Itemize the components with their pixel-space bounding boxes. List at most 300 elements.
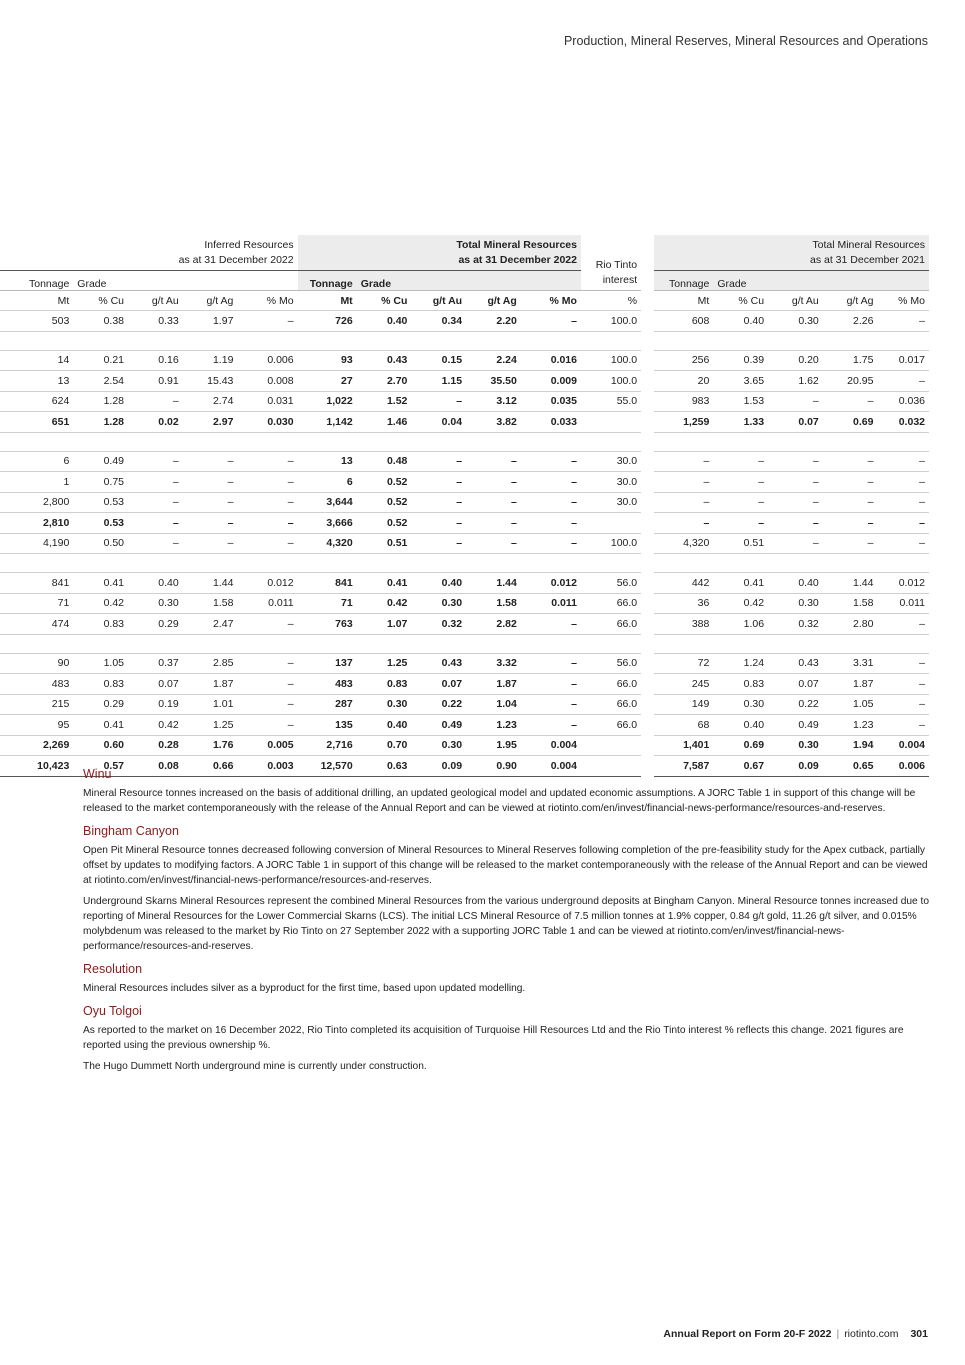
unit-cell: g/t Au [128, 291, 183, 311]
table-cell: 20.95 [823, 371, 878, 392]
table-cell: 0.035 [521, 391, 581, 412]
table-cell: – [768, 533, 823, 554]
table-cell [823, 634, 878, 653]
table-cell: 0.004 [521, 735, 581, 756]
table-row [0, 715, 929, 736]
tonnage-label: Tonnage [298, 271, 357, 291]
table-cell: 3.12 [466, 391, 521, 412]
table-cell: 0.004 [877, 735, 929, 756]
table-cell: 4,190 [0, 533, 73, 554]
unit-cell: g/t Au [768, 291, 823, 311]
table-cell: 0.32 [768, 614, 823, 635]
table-cell: – [411, 391, 466, 412]
table-cell: 1.07 [357, 614, 412, 635]
table-cell: – [823, 492, 878, 513]
table-cell: 20 [654, 371, 713, 392]
note-section [83, 1004, 929, 1074]
table-cell [298, 331, 357, 350]
table-cell: 1,401 [654, 735, 713, 756]
table-cell: 2.82 [466, 614, 521, 635]
table-cell: 0.006 [237, 350, 297, 371]
table-cell: – [237, 451, 297, 472]
table-cell [466, 634, 521, 653]
table-row [0, 371, 929, 392]
table-cell [237, 634, 297, 653]
table-cell: 2.80 [823, 614, 878, 635]
table-cell: 287 [298, 694, 357, 715]
table-cell: 1.62 [768, 371, 823, 392]
table-cell [768, 554, 823, 573]
table-cell: 0.65 [823, 756, 878, 777]
table-cell: 0.42 [73, 593, 128, 614]
table-cell: 71 [298, 593, 357, 614]
table-cell: 0.33 [128, 311, 183, 332]
grade-label: Grade [357, 271, 412, 291]
table-cell: – [877, 311, 929, 332]
table-cell: 2,800 [0, 492, 73, 513]
table-cell: 72 [654, 653, 713, 674]
table-cell [0, 634, 73, 653]
table-cell: 30.0 [581, 472, 641, 493]
table-cell [128, 432, 183, 451]
table-cell: – [521, 715, 581, 736]
table-cell: 0.29 [128, 614, 183, 635]
table-cell: 503 [0, 311, 73, 332]
note-heading: Bingham Canyon [83, 824, 179, 838]
unit-cell: % Mo [237, 291, 297, 311]
table-cell [713, 432, 768, 451]
table-cell: 0.66 [183, 756, 238, 777]
table-cell [411, 554, 466, 573]
table-cell: – [237, 715, 297, 736]
table-cell: – [654, 472, 713, 493]
unit-cell: g/t Ag [823, 291, 878, 311]
table-cell: 95 [0, 715, 73, 736]
table-cell: 0.50 [73, 533, 128, 554]
table-row [0, 350, 929, 371]
table-cell: 0.30 [411, 735, 466, 756]
table-cell: 256 [654, 350, 713, 371]
table-cell: 4,320 [298, 533, 357, 554]
table-cell: – [768, 492, 823, 513]
note-paragraph: Mineral Resources includes silver as a byproduct for the first time, based upon updated modelling. [83, 983, 526, 994]
table-cell [654, 554, 713, 573]
table-cell: 0.012 [237, 573, 297, 594]
table-cell [128, 554, 183, 573]
table-cell: 0.41 [357, 573, 412, 594]
table-cell: 1.87 [183, 674, 238, 695]
table-cell: 0.15 [411, 350, 466, 371]
table-cell: 100.0 [581, 350, 641, 371]
table-cell: 763 [298, 614, 357, 635]
table-cell: 3.31 [823, 653, 878, 674]
table-cell [411, 432, 466, 451]
unit-cell: % Cu [713, 291, 768, 311]
table-cell: 1.94 [823, 735, 878, 756]
table-cell: – [877, 653, 929, 674]
table-cell: 0.09 [411, 756, 466, 777]
table-cell: 0.70 [357, 735, 412, 756]
table-cell: 0.003 [237, 756, 297, 777]
table-cell: 2.97 [183, 412, 238, 433]
unit-cell: % Mo [521, 291, 581, 311]
table-cell: 1,142 [298, 412, 357, 433]
table-cell: 0.011 [237, 593, 297, 614]
table-cell: 100.0 [581, 311, 641, 332]
table-cell: – [183, 451, 238, 472]
table-cell: 0.43 [411, 653, 466, 674]
table-cell [183, 634, 238, 653]
unit-cell: % Cu [73, 291, 128, 311]
table-cell: 0.22 [411, 694, 466, 715]
table-cell: 66.0 [581, 694, 641, 715]
note-section [83, 767, 929, 816]
table-cell: – [128, 391, 183, 412]
table-cell [357, 331, 412, 350]
table-row [0, 694, 929, 715]
unit-cell: % Cu [357, 291, 412, 311]
table-row [0, 674, 929, 695]
table-cell: 13 [298, 451, 357, 472]
note-section [83, 824, 929, 954]
table-cell: 1.44 [183, 573, 238, 594]
table-cell [823, 331, 878, 350]
table-cell: – [521, 311, 581, 332]
table-cell: – [768, 451, 823, 472]
inferred-group-header: Inferred Resources as at 31 December 2022 [178, 239, 294, 266]
table-cell: 1.97 [183, 311, 238, 332]
table-cell: – [128, 472, 183, 493]
table-cell: – [877, 674, 929, 695]
table-cell: 0.016 [521, 350, 581, 371]
table-cell: 68 [654, 715, 713, 736]
table-cell: – [466, 492, 521, 513]
table-cell: 0.83 [73, 674, 128, 695]
table-cell [581, 554, 641, 573]
tonnage-label: Tonnage [654, 271, 713, 291]
table-cell [183, 554, 238, 573]
table-cell: – [128, 533, 183, 554]
table-cell: – [411, 492, 466, 513]
table-cell: 1.24 [713, 653, 768, 674]
table-cell: 0.43 [768, 653, 823, 674]
footer-report-title: Annual Report on Form 20-F 2022 [663, 1328, 832, 1340]
table-cell: 2,716 [298, 735, 357, 756]
table-cell: – [411, 472, 466, 493]
table-cell: – [466, 513, 521, 534]
note-section [83, 962, 929, 996]
table-cell: – [823, 391, 878, 412]
table-cell: 56.0 [581, 653, 641, 674]
table-cell: 0.51 [357, 533, 412, 554]
table-cell: 1.19 [183, 350, 238, 371]
table-cell: – [713, 472, 768, 493]
table-cell: 0.032 [877, 412, 929, 433]
table-cell: 0.41 [73, 573, 128, 594]
table-cell: 1.46 [357, 412, 412, 433]
mineral-resources-table [0, 235, 929, 777]
table-cell: 0.52 [357, 513, 412, 534]
table-cell: – [183, 513, 238, 534]
table-cell: 1.04 [466, 694, 521, 715]
table-cell: 1.44 [823, 573, 878, 594]
table-cell: 2.54 [73, 371, 128, 392]
table-cell: 2.24 [466, 350, 521, 371]
table-cell: 1 [0, 472, 73, 493]
table-cell: – [466, 533, 521, 554]
page-number: 301 [910, 1328, 928, 1340]
table-cell [877, 554, 929, 573]
table-cell: – [877, 451, 929, 472]
table-cell: 1.95 [466, 735, 521, 756]
table-cell: 13 [0, 371, 73, 392]
table-cell: 483 [298, 674, 357, 695]
table-cell [183, 331, 238, 350]
table-cell: 0.41 [73, 715, 128, 736]
table-row [0, 412, 929, 433]
table-cell: 2.74 [183, 391, 238, 412]
table-cell: 0.30 [411, 593, 466, 614]
table-cell: – [877, 715, 929, 736]
table-cell [713, 634, 768, 653]
table-cell: 0.017 [877, 350, 929, 371]
table-cell: 0.011 [521, 593, 581, 614]
table-cell: 0.40 [357, 715, 412, 736]
table-cell: 66.0 [581, 715, 641, 736]
table-cell: – [128, 513, 183, 534]
table-cell: – [654, 513, 713, 534]
table-cell: 6 [298, 472, 357, 493]
table-cell: 1.01 [183, 694, 238, 715]
table-units-row [0, 291, 929, 311]
table-cell: 0.42 [357, 593, 412, 614]
table-cell: 0.63 [357, 756, 412, 777]
table-cell: – [877, 371, 929, 392]
table-cell: 149 [654, 694, 713, 715]
table-cell: 1.28 [73, 391, 128, 412]
table-cell: 0.69 [713, 735, 768, 756]
table-cell: 15.43 [183, 371, 238, 392]
table-cell: 474 [0, 614, 73, 635]
table-cell [581, 432, 641, 451]
table-cell [0, 554, 73, 573]
table-cell [0, 331, 73, 350]
table-cell: 7,587 [654, 756, 713, 777]
table-cell: 1.33 [713, 412, 768, 433]
table-cell: – [877, 614, 929, 635]
table-cell: 0.48 [357, 451, 412, 472]
table-cell [298, 432, 357, 451]
table-cell: 0.52 [357, 492, 412, 513]
table-cell: 1.05 [823, 694, 878, 715]
table-cell: – [183, 472, 238, 493]
table-label-row [0, 271, 929, 291]
table-cell: – [877, 472, 929, 493]
table-cell: 0.39 [713, 350, 768, 371]
table-cell [237, 331, 297, 350]
table-cell: – [877, 533, 929, 554]
table-cell [237, 554, 297, 573]
note-paragraph: Underground Skarns Mineral Resources represent the combined Mineral Resources from the various underground deposits at Bingham Canyon. Mineral Resource tonnes increased due to reporting of Mineral Resources for the Lower Commercial Skarns (LCS). The initial LCS Mineral Resource of 7.5 million tonnes at 1.9% copper, 0.84 g/t gold, 11.26 g/t silver, and 0.015% molybdenum was released to the market by Rio Tinto on 27 September 2022 with a supporting JORC Table 1 and can be viewed at riotinto.com/en/invest/financial-news-performance/resources-and-reserves. [83, 896, 930, 952]
table-cell: – [237, 694, 297, 715]
table-row [0, 593, 929, 614]
table-cell: 1.58 [823, 593, 878, 614]
table-row [0, 533, 929, 554]
table-cell [521, 634, 581, 653]
table-cell: 36 [654, 593, 713, 614]
table-cell: 0.60 [73, 735, 128, 756]
table-cell: – [877, 492, 929, 513]
unit-cell: g/t Au [411, 291, 466, 311]
table-cell: – [823, 513, 878, 534]
table-cell: – [521, 694, 581, 715]
table-cell: 0.52 [357, 472, 412, 493]
table-cell: 0.40 [357, 311, 412, 332]
table-cell [73, 634, 128, 653]
table-cell: 0.012 [877, 573, 929, 594]
table-cell [183, 432, 238, 451]
unit-cell: g/t Ag [466, 291, 521, 311]
table-cell: 30.0 [581, 492, 641, 513]
table-cell: 2,810 [0, 513, 73, 534]
table-cell: 0.30 [768, 593, 823, 614]
table-cell [877, 432, 929, 451]
table-cell [73, 554, 128, 573]
table-cell: 66.0 [581, 593, 641, 614]
table-cell: 841 [0, 573, 73, 594]
table-cell: 0.42 [713, 593, 768, 614]
table-cell: 90 [0, 653, 73, 674]
table-cell: 1.44 [466, 573, 521, 594]
grade-label: Grade [73, 271, 128, 291]
table-cell: – [521, 674, 581, 695]
table-cell: – [237, 492, 297, 513]
table-cell [411, 634, 466, 653]
table-cell: 0.011 [877, 593, 929, 614]
table-cell: – [237, 653, 297, 674]
table-cell [73, 331, 128, 350]
table-cell: 0.031 [237, 391, 297, 412]
table-cell: 71 [0, 593, 73, 614]
table-cell: 3.32 [466, 653, 521, 674]
table-row [0, 614, 929, 635]
table-cell: 3.65 [713, 371, 768, 392]
table-cell: 0.02 [128, 412, 183, 433]
table-cell: 608 [654, 311, 713, 332]
table-cell: 0.43 [357, 350, 412, 371]
table-cell: – [521, 492, 581, 513]
table-cell [357, 432, 412, 451]
table-cell: 2,269 [0, 735, 73, 756]
table-cell [768, 331, 823, 350]
table-cell: 1.52 [357, 391, 412, 412]
table-cell [521, 554, 581, 573]
table-cell: 66.0 [581, 674, 641, 695]
table-cell: 2.70 [357, 371, 412, 392]
table-cell [877, 634, 929, 653]
table-cell: 0.49 [73, 451, 128, 472]
table-spacer-row [0, 634, 929, 653]
table-cell: 0.32 [411, 614, 466, 635]
table-cell [466, 331, 521, 350]
table-cell: 442 [654, 573, 713, 594]
table-cell [0, 432, 73, 451]
table-cell: 1.75 [823, 350, 878, 371]
table-cell: – [654, 451, 713, 472]
table-cell: – [768, 513, 823, 534]
table-cell: 10,423 [0, 756, 73, 777]
note-heading: Resolution [83, 962, 143, 976]
table-cell: 0.30 [768, 311, 823, 332]
table-cell: 983 [654, 391, 713, 412]
table-cell: 245 [654, 674, 713, 695]
total-2021-group-header: Total Mineral Resources as at 31 December 2021 [654, 235, 929, 271]
table-cell [823, 554, 878, 573]
table-cell: 0.53 [73, 492, 128, 513]
table-cell: 0.83 [73, 614, 128, 635]
table-row [0, 391, 929, 412]
table-cell: 624 [0, 391, 73, 412]
table-cell: 0.49 [768, 715, 823, 736]
table-cell: 0.40 [768, 573, 823, 594]
table-cell: 4,320 [654, 533, 713, 554]
table-cell: 1.25 [357, 653, 412, 674]
table-cell: 0.57 [73, 756, 128, 777]
table-row [0, 573, 929, 594]
footer-site: riotinto.com [844, 1328, 899, 1340]
table-cell: 388 [654, 614, 713, 635]
table-cell: 1.23 [823, 715, 878, 736]
table-cell: – [713, 451, 768, 472]
table-cell [654, 634, 713, 653]
table-cell: 0.40 [713, 715, 768, 736]
table-cell: 0.19 [128, 694, 183, 715]
unit-cell: % [581, 291, 641, 311]
table-cell: – [466, 451, 521, 472]
table-cell: – [823, 533, 878, 554]
table-cell: 0.83 [713, 674, 768, 695]
table-cell: 135 [298, 715, 357, 736]
table-cell [713, 331, 768, 350]
table-cell: 0.009 [521, 371, 581, 392]
table-cell [128, 331, 183, 350]
table-cell: – [237, 614, 297, 635]
table-cell: 1.23 [466, 715, 521, 736]
table-cell: 1.05 [73, 653, 128, 674]
table-cell: 0.20 [768, 350, 823, 371]
table-cell [768, 432, 823, 451]
table-cell: 1.58 [183, 593, 238, 614]
table-cell [237, 432, 297, 451]
tonnage-label: Tonnage [0, 271, 73, 291]
table-cell: 3,666 [298, 513, 357, 534]
table-cell: 0.30 [713, 694, 768, 715]
notes-section [83, 767, 929, 1082]
table-cell: – [411, 451, 466, 472]
table-cell: – [411, 513, 466, 534]
table-row [0, 653, 929, 674]
table-cell: 0.30 [768, 735, 823, 756]
table-spacer-row [0, 554, 929, 573]
table-spacer-row [0, 331, 929, 350]
table-cell: – [713, 513, 768, 534]
table-cell: – [183, 533, 238, 554]
table-cell: 0.41 [713, 573, 768, 594]
table-cell: 1.06 [713, 614, 768, 635]
table-cell: 0.012 [521, 573, 581, 594]
table-cell [654, 432, 713, 451]
table-cell: 1,022 [298, 391, 357, 412]
